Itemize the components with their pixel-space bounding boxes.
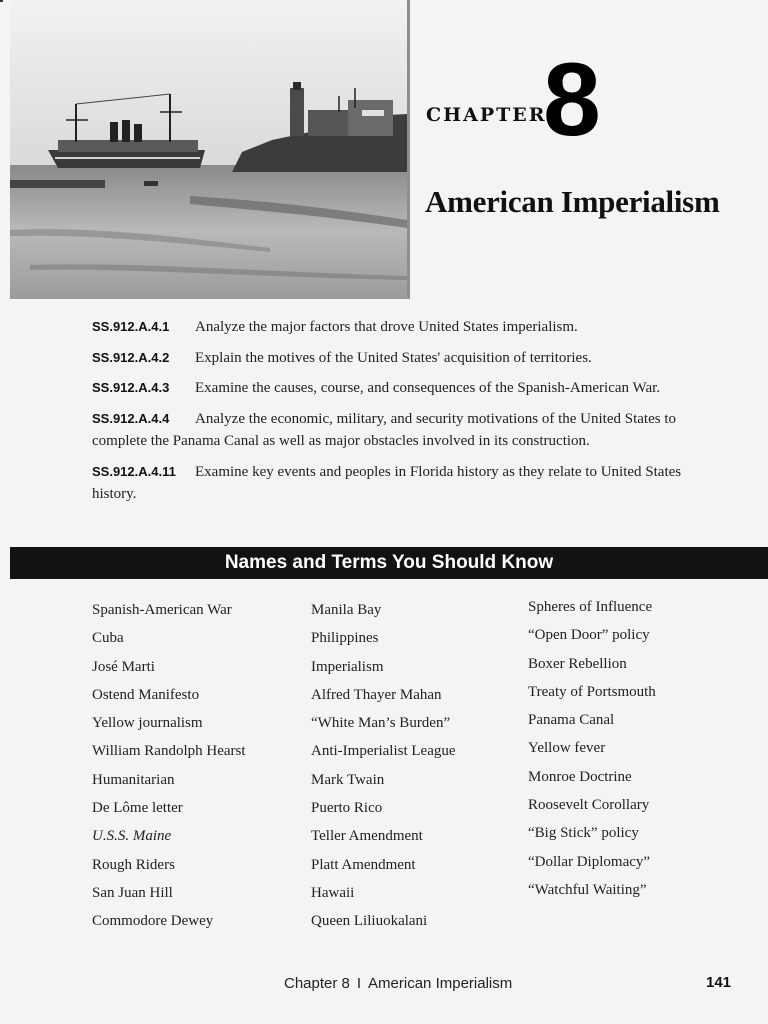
chapter-photo [10,0,410,299]
term-item: Philippines [311,630,379,647]
term-item: Platt Amendment [311,856,416,873]
term-item: Boxer Rebellion [528,655,627,672]
standard-text: Analyze the economic, military, and security motivations of the United States to complete the Panama Canal as well as major obstacles involved in its construction. [92,410,676,449]
term-item: Hawaii [311,884,355,901]
chapter-title: American Imperialism [425,184,720,219]
footer-title: American Imperialism [368,975,513,992]
term-item: Roosevelt Corollary [528,797,650,814]
page-footer [284,975,512,992]
standard-code: SS.912.A.4.2 [92,349,170,365]
chapter-label: CHAPTER [426,104,547,126]
term-item: Treaty of Portsmouth [528,683,656,700]
term-item: Queen Liliuokalani [311,913,428,930]
term-item: Mark Twain [311,771,385,788]
term-item: José Marti [92,658,155,675]
term-item: Spanish-American War [92,602,232,618]
standard-code: SS.912.A.4.1 [92,319,170,334]
standard-text: Analyze the major factors that drove United States imperialism. [195,319,578,335]
term-item: U.S.S. Maine [92,828,172,845]
term-item: “Big Stick” policy [528,825,639,842]
term-item: Anti-Imperialist League [311,743,456,760]
term-item: “Watchful Waiting” [528,881,647,898]
term-item: William Randolph Hearst [92,743,246,760]
term-item: Panama Canal [528,712,615,729]
standard-text: Examine key events and peoples in Florida history as they relate to United States history. [92,463,682,502]
standard-item [92,316,692,339]
term-item: Alfred Thayer Mahan [311,686,442,703]
standard-code: SS.912.A.4.3 [92,380,170,395]
standard-item [92,408,692,453]
standards-list [92,316,692,514]
term-item: San Juan Hill [92,884,173,901]
term-item: Ostend Manifesto [92,686,200,703]
term-item: Commodore Dewey [92,913,214,930]
term-item: Rough Riders [92,856,175,873]
term-item: Puerto Rico [311,800,383,817]
standard-item [92,461,692,506]
term-item: “Open Door” policy [528,627,650,644]
standard-item [92,377,692,400]
standard-code: SS.912.A.4.11 [92,463,176,479]
term-item: Cuba [92,630,124,647]
terms-column-2 [311,596,456,936]
standard-text: Explain the motives of the United States' acquisition of territories. [195,349,592,366]
term-item: Monroe Doctrine [528,768,632,785]
term-item: De Lôme letter [92,800,183,817]
terms-heading: Names and Terms You Should Know [10,547,768,579]
term-item: Imperialism [311,658,384,675]
chapter-number: 8 [543,42,601,158]
crop-mark [0,0,3,2]
term-item: Yellow fever [528,740,606,757]
term-item: Manila Bay [311,602,382,618]
term-item: Spheres of Influence [528,599,653,615]
footer-separator: I [356,975,362,992]
term-item: “White Man’s Burden” [311,715,451,732]
page-number: 141 [706,974,732,991]
term-item: Yellow journalism [92,715,203,732]
term-item: Humanitarian [92,771,175,788]
footer-chapter: Chapter 8 [284,975,350,992]
standard-text: Examine the causes, course, and consequences of the Spanish-American War. [195,380,661,396]
terms-column-3 [528,593,656,904]
standard-code: SS.912.A.4.4 [92,410,170,426]
terms-column-1 [92,596,246,936]
term-item: “Dollar Diplomacy” [528,853,651,870]
term-item: Teller Amendment [311,828,423,845]
standard-item [92,347,692,370]
